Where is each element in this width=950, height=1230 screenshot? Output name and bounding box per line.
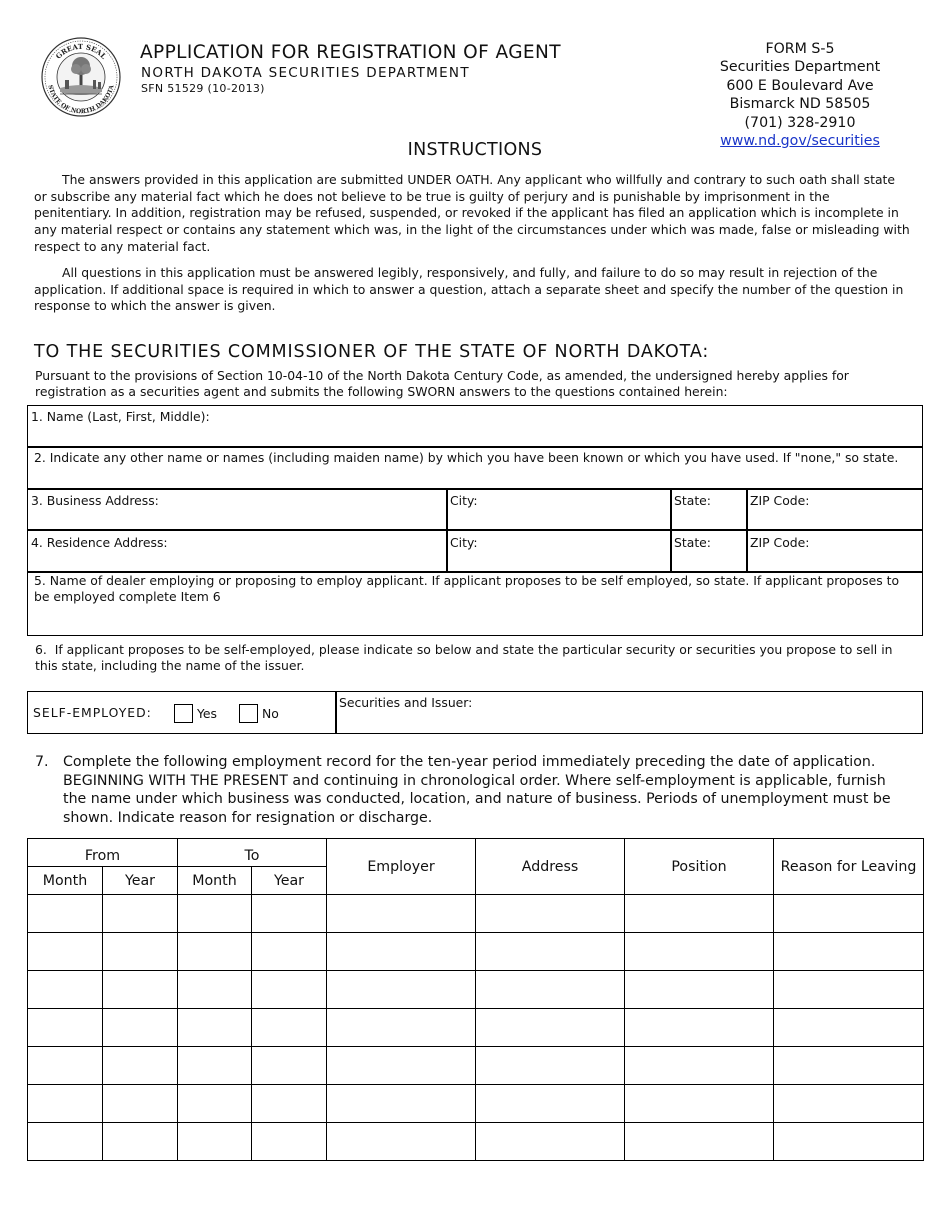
table-cell[interactable] <box>327 971 476 1009</box>
question-7-text: Complete the following employment record for the ten-year period immediately preceding the date of application. BEGINNING WITH THE PRESENT and continuing in chronological order. Where self-employment is applicable, furnish the name under which business was conducted, location, and nature of business. Periods of unemployment must be shown. Indicate reason for resignation or discharge. <box>63 754 891 826</box>
table-cell[interactable] <box>252 895 327 933</box>
address-street: 600 E Boulevard Ave <box>726 77 874 94</box>
table-cell[interactable] <box>28 1123 103 1161</box>
table-cell[interactable] <box>28 1085 103 1123</box>
table-row <box>28 1123 924 1161</box>
address-phone: (701) 328-2910 <box>744 114 856 131</box>
table-cell[interactable] <box>178 1047 252 1085</box>
table-cell[interactable] <box>28 895 103 933</box>
instructions-paragraph-1 <box>34 172 910 256</box>
employment-record-table <box>27 838 924 1161</box>
table-cell[interactable] <box>103 1123 178 1161</box>
seal-text-top: GREAT SEAL <box>53 41 109 61</box>
table-cell[interactable] <box>178 895 252 933</box>
table-cell[interactable] <box>252 933 327 971</box>
table-cell[interactable] <box>178 971 252 1009</box>
table-cell[interactable] <box>327 1123 476 1161</box>
table-cell[interactable] <box>625 1009 774 1047</box>
form-number: SFN 51529 (10-2013) <box>141 82 265 95</box>
residence-address-field[interactable]: 4. Residence Address: <box>31 535 168 550</box>
table-cell[interactable] <box>774 1123 924 1161</box>
residence-city-field[interactable]: City: <box>450 535 478 550</box>
department-address-block <box>690 40 910 150</box>
table-cell[interactable] <box>476 1085 625 1123</box>
section-heading: TO THE SECURITIES COMMISSIONER OF THE STATE OF NORTH DAKOTA: <box>34 342 710 362</box>
table-cell[interactable] <box>252 1085 327 1123</box>
table-cell[interactable] <box>774 933 924 971</box>
form-code: FORM S-5 <box>765 41 835 57</box>
address-header: Address <box>476 839 625 895</box>
table-cell[interactable] <box>28 1009 103 1047</box>
instructions-text-2: All questions in this application must be answered legibly, responsively, and fully, and failure to do so may result in rejection of the application. If additional space is required in which to answer a question, attach a separate sheet and specify the number of the question in response to which the answer is given. <box>34 265 904 314</box>
table-cell[interactable] <box>774 1085 924 1123</box>
question-6-number: 6. <box>35 642 47 657</box>
website-link[interactable]: www.nd.gov/securities <box>720 133 880 150</box>
table-cell[interactable] <box>178 933 252 971</box>
table-cell[interactable] <box>327 1047 476 1085</box>
table-row <box>28 933 924 971</box>
table-cell[interactable] <box>103 1047 178 1085</box>
table-cell[interactable] <box>103 933 178 971</box>
to-month-header: Month <box>178 867 252 895</box>
table-cell[interactable] <box>327 1085 476 1123</box>
to-year-header: Year <box>252 867 327 895</box>
address-city: Bismarck ND 58505 <box>729 96 871 113</box>
table-cell[interactable] <box>178 1009 252 1047</box>
residence-zip-field[interactable]: ZIP Code: <box>750 535 810 550</box>
table-cell[interactable] <box>774 1047 924 1085</box>
table-cell[interactable] <box>28 1047 103 1085</box>
business-state-field[interactable]: State: <box>674 493 711 508</box>
question-6-text: If applicant proposes to be self-employed, please indicate so below and state the particular security or securities you propose to sell in this state, including the name of the issuer. <box>35 642 893 673</box>
business-city-field[interactable]: City: <box>450 493 478 508</box>
question-6 <box>35 642 895 673</box>
table-cell[interactable] <box>28 971 103 1009</box>
table-cell[interactable] <box>178 1123 252 1161</box>
table-cell[interactable] <box>774 895 924 933</box>
table-cell[interactable] <box>476 971 625 1009</box>
pursuant-text: Pursuant to the provisions of Section 10-04-10 of the North Dakota Century Code, as amended, the undersigned hereby applies for registration as a securities agent and submits the following SWORN answers to the questions contained herein: <box>35 368 849 399</box>
table-cell[interactable] <box>476 1047 625 1085</box>
table-cell[interactable] <box>476 1123 625 1161</box>
from-year-header: Year <box>103 867 178 895</box>
address-dept: Securities Department <box>719 59 881 76</box>
other-names-field[interactable]: 2. Indicate any other name or names (including maiden name) by which you have been known or which you have used. If "none," so state. <box>34 450 899 465</box>
dealer-name-field[interactable]: 5. Name of dealer employing or proposing to employ applicant. If applicant proposes to be self employed, so state. If applicant proposes to be employed complete Item 6 <box>34 573 900 604</box>
residence-state-field[interactable]: State: <box>674 535 711 550</box>
business-zip-field[interactable]: ZIP Code: <box>750 493 810 508</box>
self-employed-box <box>27 691 923 734</box>
table-cell[interactable] <box>625 1047 774 1085</box>
state-seal-logo <box>38 36 124 118</box>
form-title: APPLICATION FOR REGISTRATION OF AGENT <box>140 42 561 63</box>
table-cell[interactable] <box>103 895 178 933</box>
table-row <box>28 1047 924 1085</box>
instructions-paragraph-2 <box>34 265 910 315</box>
employer-header: Employer <box>327 839 476 895</box>
table-cell[interactable] <box>476 895 625 933</box>
table-cell[interactable] <box>103 971 178 1009</box>
position-header: Position <box>625 839 774 895</box>
department-name: NORTH DAKOTA SECURITIES DEPARTMENT <box>141 65 470 81</box>
question-7-number: 7. <box>35 754 49 770</box>
table-cell[interactable] <box>625 1085 774 1123</box>
no-label: No <box>262 706 279 721</box>
table-cell[interactable] <box>252 1123 327 1161</box>
table-row <box>28 971 924 1009</box>
table-cell[interactable] <box>252 971 327 1009</box>
table-cell[interactable] <box>252 1009 327 1047</box>
table-cell[interactable] <box>103 1085 178 1123</box>
table-cell[interactable] <box>774 1009 924 1047</box>
securities-issuer-field[interactable]: Securities and Issuer: <box>339 695 473 710</box>
self-employed-yes-checkbox[interactable] <box>174 704 193 723</box>
table-row <box>28 895 924 933</box>
table-cell[interactable] <box>178 1085 252 1123</box>
table-cell[interactable] <box>28 933 103 971</box>
name-field[interactable]: 1. Name (Last, First, Middle): <box>31 409 210 424</box>
table-cell[interactable] <box>327 895 476 933</box>
table-row <box>28 1009 924 1047</box>
table-cell[interactable] <box>625 895 774 933</box>
seal-text-bottom: STATE OF NORTH DAKOTA <box>46 84 116 116</box>
business-address-field[interactable]: 3. Business Address: <box>31 493 159 508</box>
table-cell[interactable] <box>625 933 774 971</box>
table-cell[interactable] <box>774 971 924 1009</box>
instructions-heading: INSTRUCTIONS <box>407 140 543 160</box>
yes-label: Yes <box>197 706 218 721</box>
table-cell[interactable] <box>327 933 476 971</box>
self-employed-label: SELF-EMPLOYED: <box>33 705 152 720</box>
from-month-header: Month <box>28 867 103 895</box>
table-cell[interactable] <box>625 1123 774 1161</box>
employment-rows <box>28 895 924 1161</box>
table-cell[interactable] <box>476 933 625 971</box>
table-cell[interactable] <box>476 1009 625 1047</box>
to-header: To <box>178 839 327 867</box>
self-employed-no-checkbox[interactable] <box>239 704 258 723</box>
table-cell[interactable] <box>327 1009 476 1047</box>
table-cell[interactable] <box>625 971 774 1009</box>
reason-header: Reason for Leaving <box>774 839 924 895</box>
instructions-text-1: The answers provided in this application are submitted UNDER OATH. Any applicant who willfully and contrary to such oath shall state or subscribe any material fact which he does not believe to be true is guilty of perjury and is punishable by imprisonment in the penitentiary. In addition, registration may be refused, suspended, or revoked if the applicant has filed an application which is incomplete in any material respect or contains any statement which was, in the light of the circumstances under which was made, false or misleading with respect to any material fact. <box>34 172 910 254</box>
from-header: From <box>28 839 178 867</box>
table-row <box>28 1085 924 1123</box>
table-cell[interactable] <box>252 1047 327 1085</box>
table-cell[interactable] <box>103 1009 178 1047</box>
